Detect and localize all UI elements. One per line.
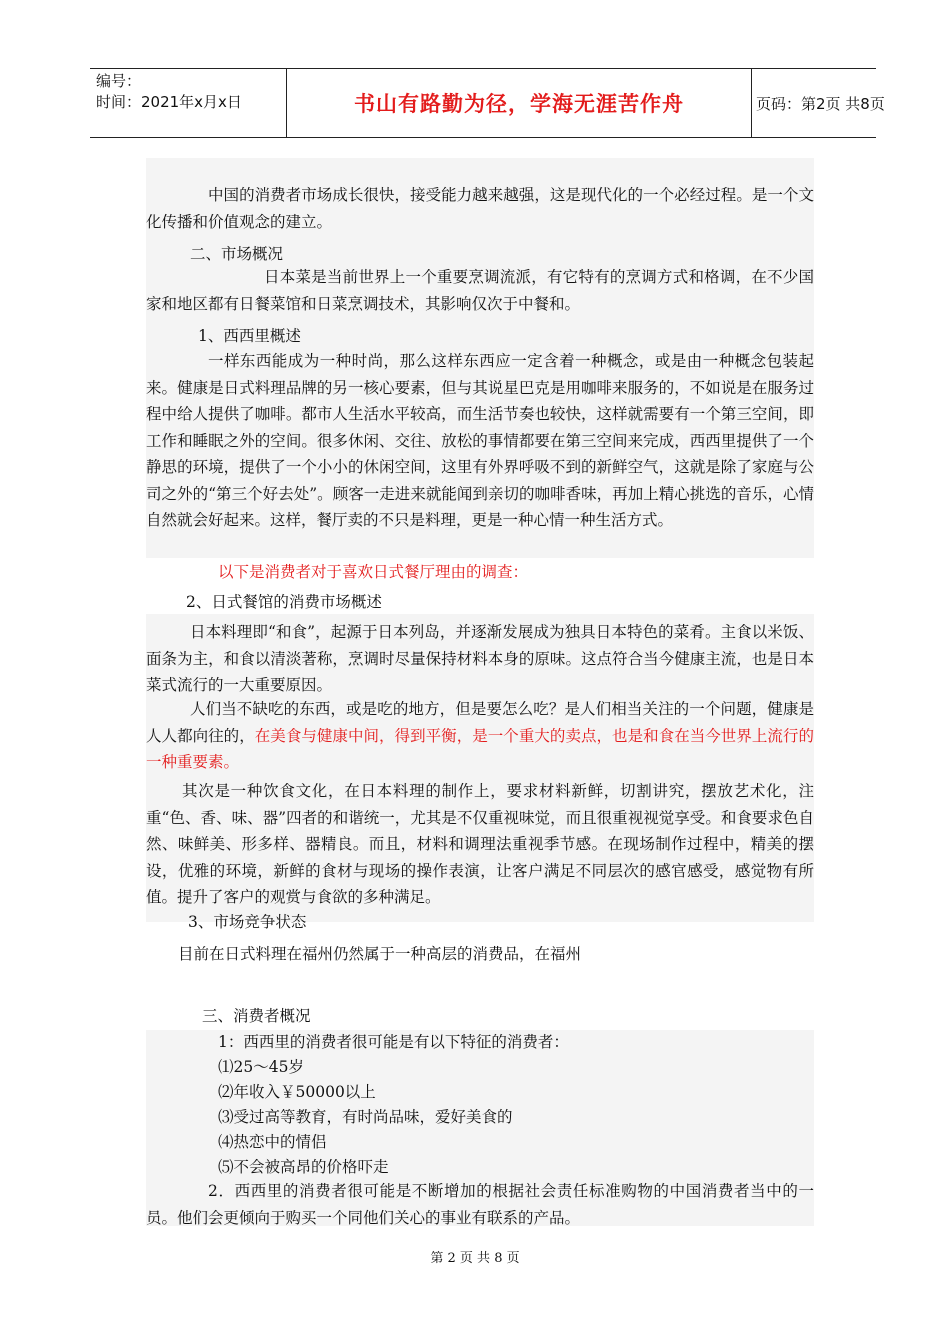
section-heading-consumers: 三、消费者概况 [202,1007,311,1025]
survey-note: 以下是消费者对于喜欢日式餐厅理由的调查： [218,563,529,581]
paragraph-health: 人们当不缺吃的东西，或是吃的地方，但是要怎么吃？是人们相当关注的一个问题，健康是人人都向往的，在美食与健康中间，得到平衡，是一个重大的卖点，也是和食在当今世界上流行的一种重要素。 [146,700,814,771]
section-heading-sicily: 1、西西里概述 [198,327,301,345]
section-heading-consumer-market: 2、日式餐馆的消费市场概述 [186,593,382,611]
page-header [90,68,885,138]
consumer-trait-income: ⑵年收入￥50000以上 [218,1083,376,1101]
header-motto: 书山有路勤为径，学海无涯苦作舟 [286,69,752,137]
document-number: 编号： [96,72,142,90]
paragraph-washoku: 日本料理即“和食”，起源于日本列岛，并逐渐发展成为独具日本特色的菜肴。主食以米饭、面条为主，和食以清淡著称，烹调时尽量保持材料本身的原味。这点符合当今健康主流，也是日本菜式流行的一大重要原因。 [146,623,814,694]
highlight-selling-point: 在美食与健康中间，得到平衡，是一个重大的卖点，也是和食在当今世界上流行的一种重要素。 [146,726,814,771]
paragraph-sicily-overview: 一样东西能成为一种时尚，那么这样东西应一定含着一种概念，或是由一种概念包装起来。健康是日式料理品牌的另一核心要素，但与其说星巴克是用咖啡来服务的，不如说是在服务过程中给人提供了咖啡。都市人生活水平较高，而生活节奏也较快，这样就需要有一个第三空间，即工作和睡眠之外的空间。很多休闲、交往、放松的事情都要在第三空间来完成，西西里提供了一个静思的环境，提供了一个小小的休闲空间，这里有外界呼吸不到的新鲜空气，这就是除了家庭与公司之外的“第三个好去处”。顾客一走进来就能闻到亲切的咖啡香味，再加上精心挑选的音乐，心情自然就会好起来。这样，餐厅卖的不只是料理，更是一种心情一种生活方式。 [146,352,814,529]
header-page-info: 页码：第2页 共8页 [756,94,885,113]
consumer-trait-education: ⑶受过高等教育，有时尚品味，爱好美食的 [218,1108,513,1126]
page-footer: 第 2 页 共 8 页 [430,1251,520,1266]
paragraph-intro: 中国的消费者市场成长很快，接受能力越来越强，这是现代化的一个必经过程。是一个文化传播和价值观念的建立。 [146,186,814,231]
consumer-item-2: 2．西西里的消费者很可能是不断增加的根据社会责任标准购物的中国消费者当中的一员。他们会更倾向于购买一个同他们关心的事业有联系的产品。 [146,1182,814,1227]
consumer-trait-couples: ⑷热恋中的情侣 [218,1133,327,1151]
consumer-trait-price: ⑸不会被高昂的价格吓走 [218,1158,389,1176]
section-heading-market: 二、市场概况 [190,245,284,263]
header-meta [90,69,286,139]
paragraph-food-culture: 其次是一种饮食文化，在日本料理的制作上，要求材料新鲜，切割讲究，摆放艺术化，注重“色、香、味、器”四者的和谐统一，尤其是不仅重视味觉，而且很重视视觉享受。和食要求色自然、味鲜美、形多样、器精良。而且，材料和调理法重视季节感。在现场制作过程中，精美的摆设，优雅的环境，新鲜的食材与现场的操作表演，让客户满足不同层次的感官感受，感觉物有所值。提升了客户的观赏与食欲的多种满足。 [146,782,814,906]
consumer-trait-age: ⑴25～45岁 [218,1058,304,1076]
consumer-item-1: 1：西西里的消费者很可能是有以下特征的消费者： [218,1033,569,1051]
section-heading-competition: 3、市场竞争状态 [188,913,307,931]
paragraph-competition: 目前在日式料理在福州仍然属于一种高层的消费品，在福州 [178,945,582,963]
document-date: 时间：2021年x月x日 [96,93,242,111]
paragraph-japanese-cuisine: 日本菜是当前世界上一个重要烹调流派，有它特有的烹调方式和格调，在不少国家和地区都有日餐菜馆和日菜烹调技术，其影响仅次于中餐和。 [146,268,814,313]
